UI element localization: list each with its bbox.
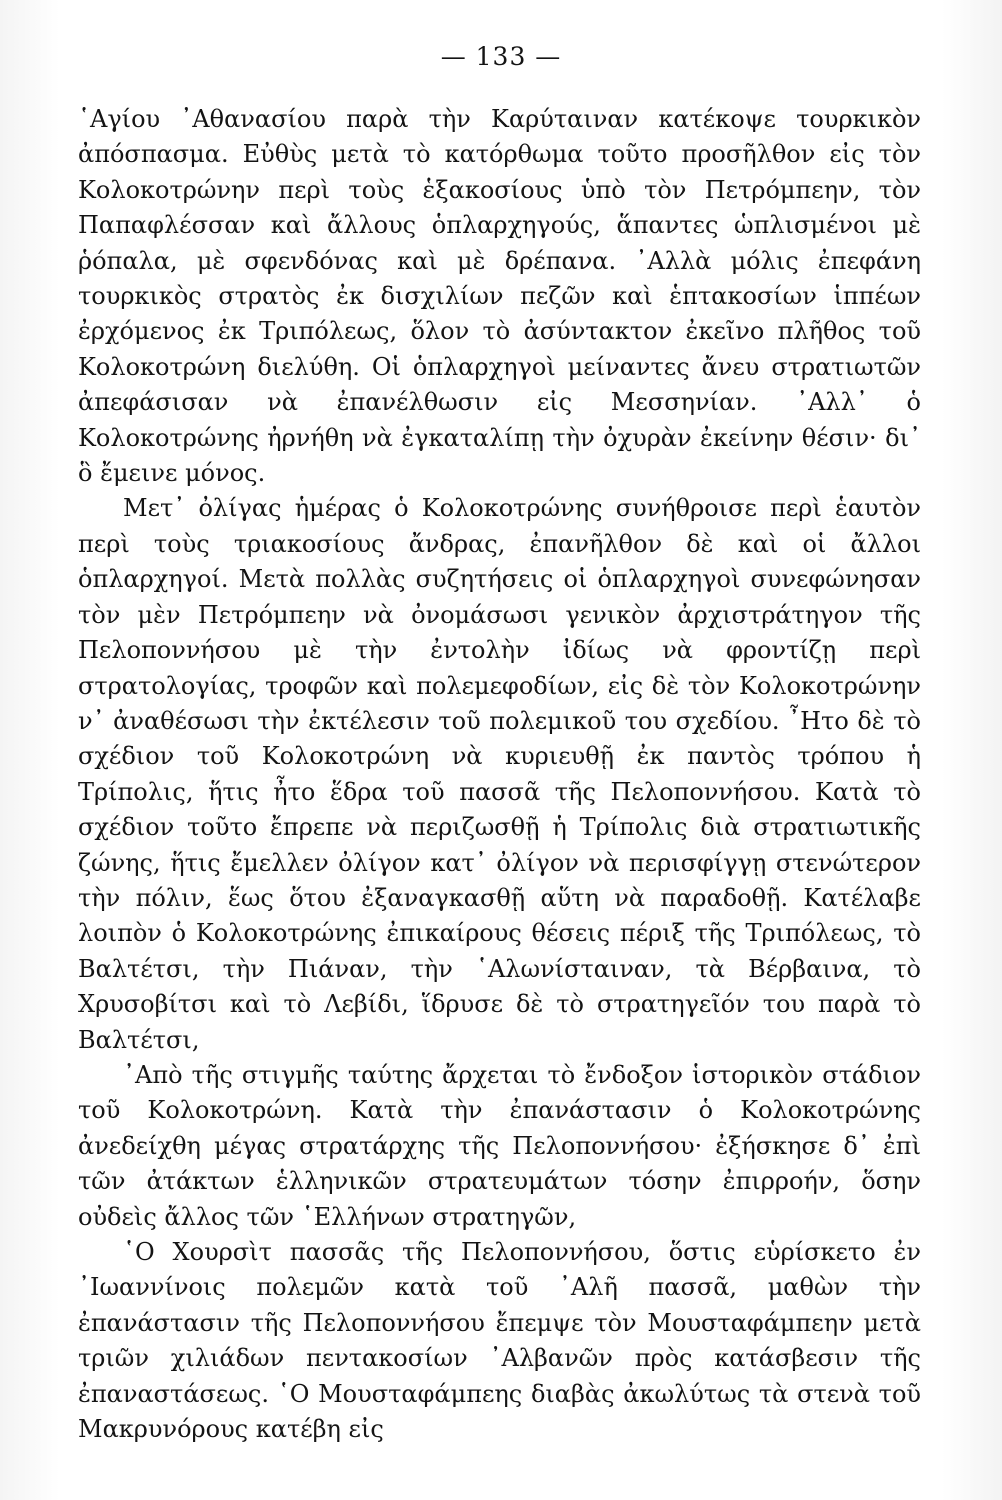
paragraph-2: Μετ᾿ ὀλίγας ἡμέρας ὁ Κολοκοτρώνης συνήθροισε περὶ ἑαυτὸν περὶ τοὺς τριακοσίους ἄνδρας, ἐπανῆλθον δὲ καὶ οἱ ἄλλοι ὁπλαρχηγοί. Μετὰ πολλὰς συζητήσεις οἱ ὁπλαρχηγοὶ συνεφώνησαν τὸν μὲν Πετρόμπεην νὰ ὀνομάσωσι γενικὸν ἀρχιστράτηγον τῆς Πελοποννήσου μὲ τὴν ἐντολὴν ἰδίως νὰ φροντίζῃ περὶ στρατολογίας, τροφῶν καὶ πολεμεφοδίων, εἰς δὲ τὸν Κολοκοτρώνην ν᾿ ἀναθέσωσι τὴν ἐκτέλεσιν τοῦ πολεμικοῦ του σχεδίου. ῏Ητο δὲ τὸ σχέδιον τοῦ Κολοκοτρώνη νὰ κυριευθῇ ἐκ παντὸς τρόπου ἡ Τρίπολις, ἥτις ἦτο ἕδρα τοῦ πασσᾶ τῆς Πελοποννήσου. Κατὰ τὸ σχέδιον τοῦτο ἔπρεπε νὰ περιζωσθῇ ἡ Τρίπολις διὰ στρατιωτικῆς ζώνης, ἥτις ἔμελλεν ὀλίγον κατ᾿ ὀλίγον νὰ περισφίγγῃ στενώτερον τὴν πόλιν, ἕως ὅτου ἐξαναγκασθῇ αὕτη νὰ παραδοθῇ. Κατέλαβε λοιπὸν ὁ Κολοκοτρώνης ἐπικαίρους θέσεις πέριξ τῆς Τριπόλεως, τὸ Βαλτέτσι, τὴν Πιάναν, τὴν ῾Αλωνίσταιναν, τὰ Βέρβαινα, τὸ Χρυσοβίτσι καὶ τὸ Λεβίδι, ἵδρυσε δὲ τὸ στρατηγεῖόν του παρὰ τὸ Βαλτέτσι, [78,494,921,1054]
paragraph-4: ῾Ο Χουρσὶτ πασσᾶς τῆς Πελοποννήσου, ὅστις εὑρίσκετο ἐν ᾿Ιωαννίνοις πολεμῶν κατὰ τοῦ ᾿Αλῆ πασσᾶ, μαθὼν τὴν ἐπανάστασιν τῆς Πελοποννήσου ἔπεμψε τὸν Μουσταφάμπεην μετὰ τριῶν χιλιάδων πεντακοσίων ᾿Αλβανῶν πρὸς κατάσβεσιν τῆς ἐπαναστάσεως. ῾Ο Μουσταφάμπεης διαβὰς ἀκωλύτως τὰ στενὰ τοῦ Μακρυνόρους κατέβη εἰς [78,1238,921,1444]
paragraph-1: ῾Αγίου ᾿Αθανασίου παρὰ τὴν Καρύταιναν κατέκοψε τουρκικὸν ἀπόσπασμα. Εὐθὺς μετὰ τὸ κατόρθωμα τοῦτο προσῆλθον εἰς τὸν Κολοκοτρώνην περὶ τοὺς ἑξακοσίους ὑπὸ τὸν Πετρόμπεην, τὸν Παπαφλέσσαν καὶ ἄλλους ὁπλαρχηγούς, ἅπαντες ὡπλισμένοι μὲ ῥόπαλα, μὲ σφενδόνας καὶ μὲ δρέπανα. ᾿Αλλὰ μόλις ἐπεφάνη τουρκικὸς στρατὸς ἐκ δισχιλίων πεζῶν καὶ ἑπτακοσίων ἱππέων ἐρχόμενος ἐκ Τριπόλεως, ὅλον τὸ ἀσύντακτον ἐκεῖνο πλῆθος τοῦ Κολοκοτρώνη διελύθη. Οἱ ὁπλαρχηγοὶ μείναντες ἄνευ στρατιωτῶν ἀπεφάσισαν νὰ ἐπανέλθωσιν εἰς Μεσσηνίαν. ᾿Αλλ᾿ ὁ Κολοκοτρώνης ἠρνήθη νὰ ἐγκαταλίπῃ τὴν ὀχυρὰν ἐκείνην θέσιν· δι᾿ ὃ ἔμεινε μόνος. [78,105,921,488]
paragraph-3: ᾿Απὸ τῆς στιγμῆς ταύτης ἄρχεται τὸ ἔνδοξον ἱστορικὸν στάδιον τοῦ Κολοκοτρώνη. Κατὰ τὴν ἐπανάστασιν ὁ Κολοκοτρώνης ἀνεδείχθη μέγας στρατάρχης τῆς Πελοποννήσου· ἐξήσκησε δ᾿ ἐπὶ τῶν ἀτάκτων ἑλληνικῶν στρατευμάτων τόσην ἐπιρροήν, ὅσην οὐδεὶς ἄλλος τῶν ῾Ελλήνων στρατηγῶν, [78,1060,921,1231]
page-number: — 133 — [440,42,562,71]
body-text [78,102,921,1447]
